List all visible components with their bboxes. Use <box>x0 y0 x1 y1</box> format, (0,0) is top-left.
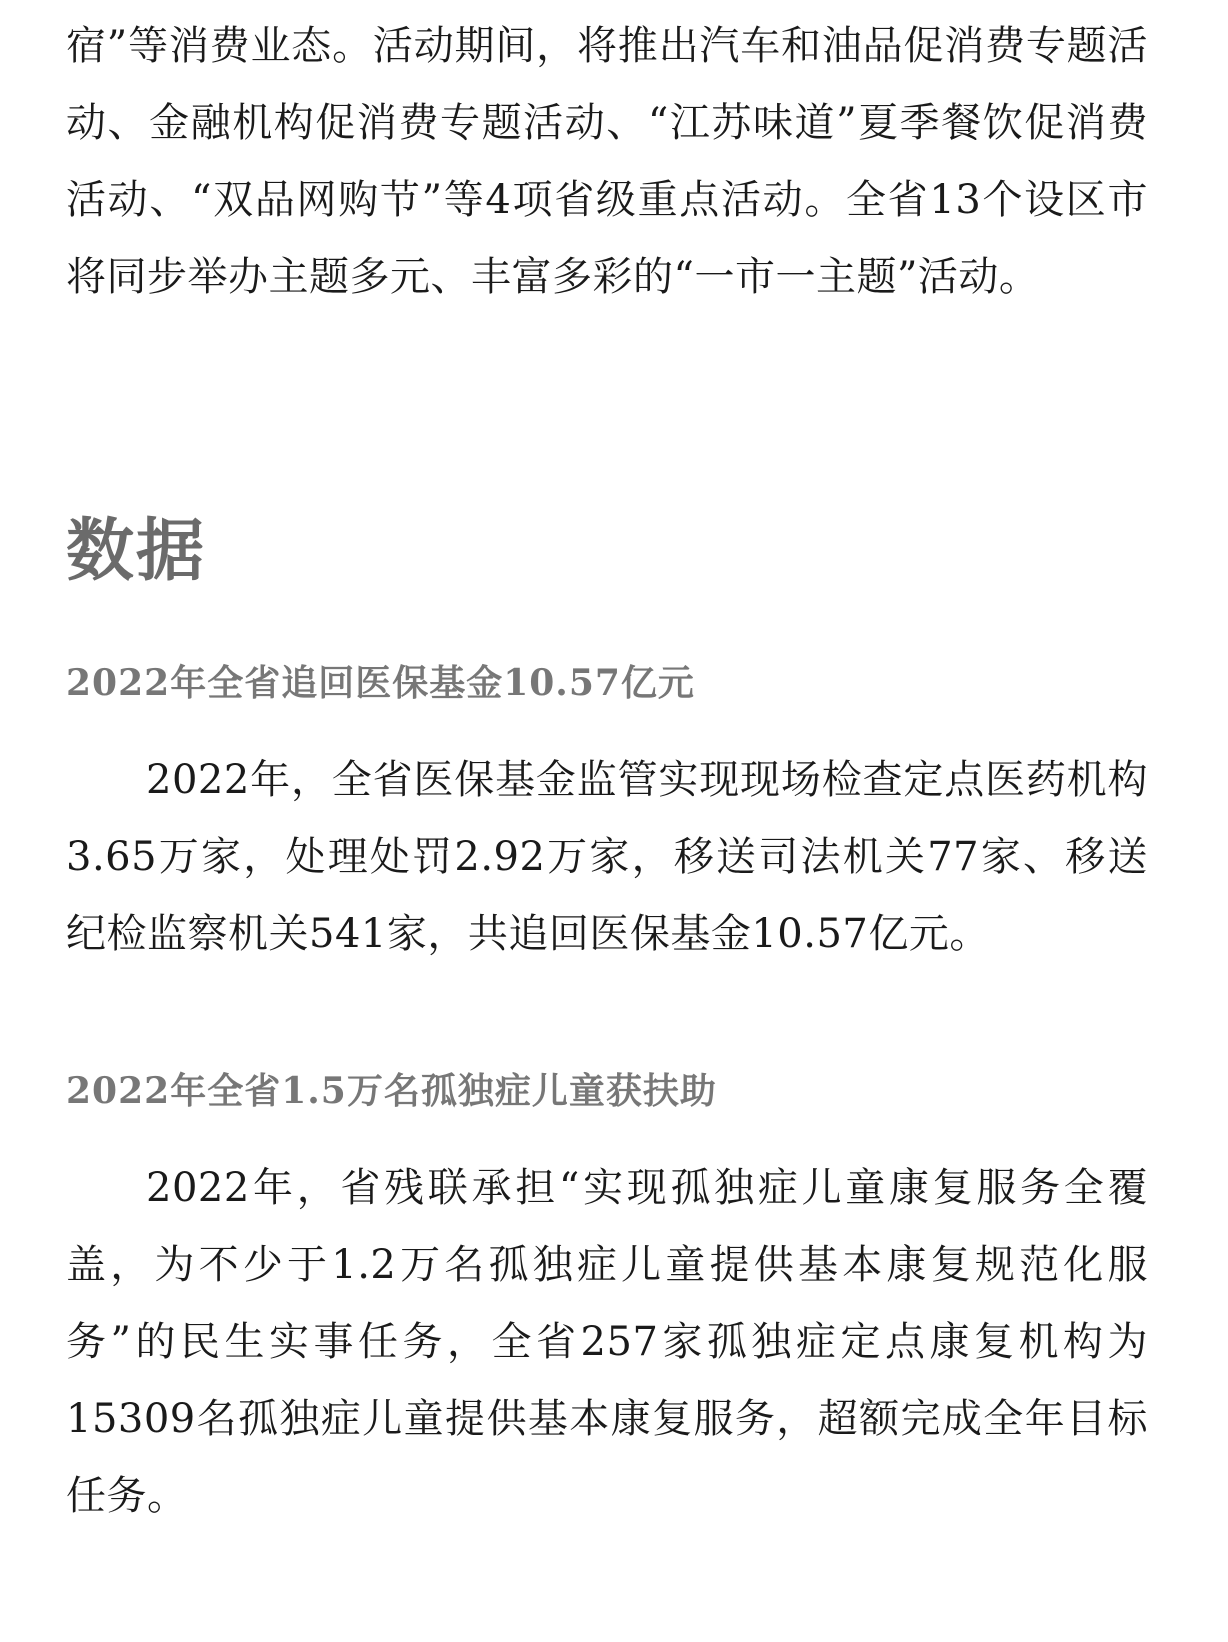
article-title-autism-children: 2022年全省1.5万名孤独症儿童获扶助 <box>66 1070 717 1112</box>
intro-paragraph: 宿”等消费业态。活动期间，将推出汽车和油品促消费专题活动、金融机构促消费专题活动、“江苏味道”夏季餐饮促消费活动、“双品网购节”等4项省级重点活动。全省13个设区市将同步举办主题多元、丰富多彩的“一市一主题”活动。 <box>66 23 1148 300</box>
article-body-autism-children: 2022年，省残联承担“实现孤独症儿童康复服务全覆盖，为不少于1.2万名孤独症儿童提供基本康复规范化服务”的民生实事任务，全省257家孤独症定点康复机构为15309名孤独症儿童提供基本康复服务，超额完成全年目标任务。 <box>66 1165 1148 1519</box>
article-title-medical-insurance: 2022年全省追回医保基金10.57亿元 <box>66 662 695 704</box>
section-title: 数据 <box>66 512 207 591</box>
article-body-medical-insurance: 2022年，全省医保基金监管实现现场检查定点医药机构3.65万家，处理处罚2.92万家，移送司法机关77家、移送纪检监察机关541家，共追回医保基金10.57亿元。 <box>66 757 1148 957</box>
